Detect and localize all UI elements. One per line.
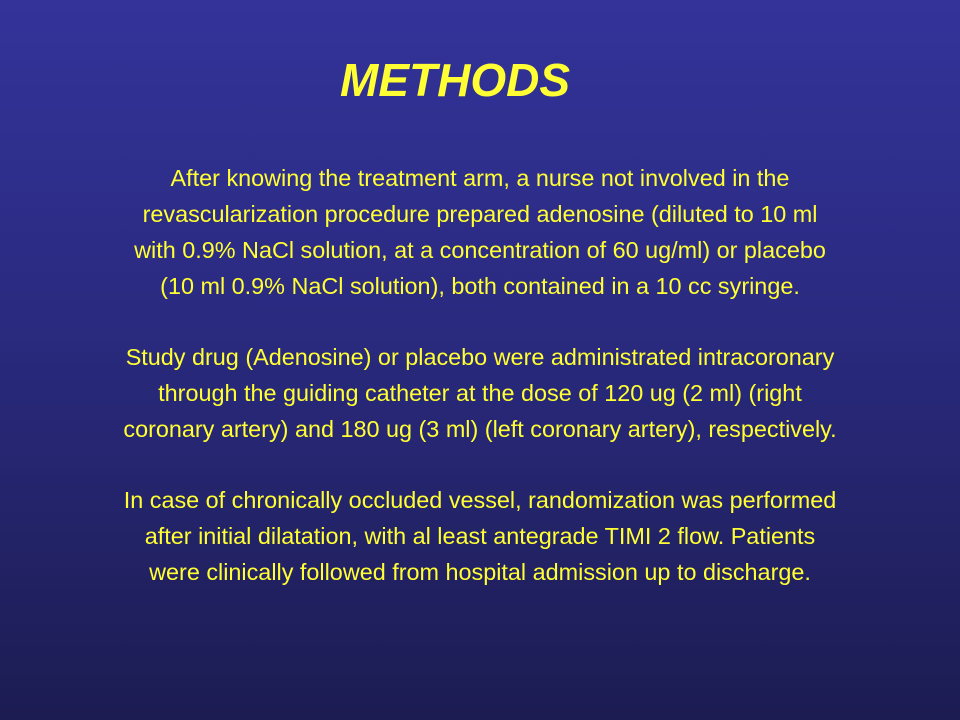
text-line: were clinically followed from hospital admission up to discharge. xyxy=(149,559,811,585)
text-line: coronary artery) and 180 ug (3 ml) (left coronary artery), respectively. xyxy=(123,416,837,442)
text-line: revascularization procedure prepared adenosine (diluted to 10 ml xyxy=(142,201,818,227)
slide-title: METHODS xyxy=(340,54,570,106)
text-line: In case of chronically occluded vessel, randomization was performed xyxy=(123,487,837,513)
paragraph-drug-administration xyxy=(20,339,940,447)
text-line: through the guiding catheter at the dose of 120 ug (2 ml) (right xyxy=(158,380,802,406)
text-line: Study drug (Adenosine) or placebo were administrated intracoronary xyxy=(125,344,835,370)
text-line: with 0.9% NaCl solution, at a concentration of 60 ug/ml) or placebo xyxy=(134,237,826,263)
slide-body xyxy=(20,160,940,590)
text-line: (10 ml 0.9% NaCl solution), both contained in a 10 cc syringe. xyxy=(160,273,800,299)
text-line: after initial dilatation, with al least antegrade TIMI 2 flow. Patients xyxy=(144,523,816,549)
text-line: After knowing the treatment arm, a nurse not involved in the xyxy=(170,165,790,191)
paragraph-treatment-preparation xyxy=(20,160,940,304)
paragraph-occluded-vessel xyxy=(20,482,940,590)
